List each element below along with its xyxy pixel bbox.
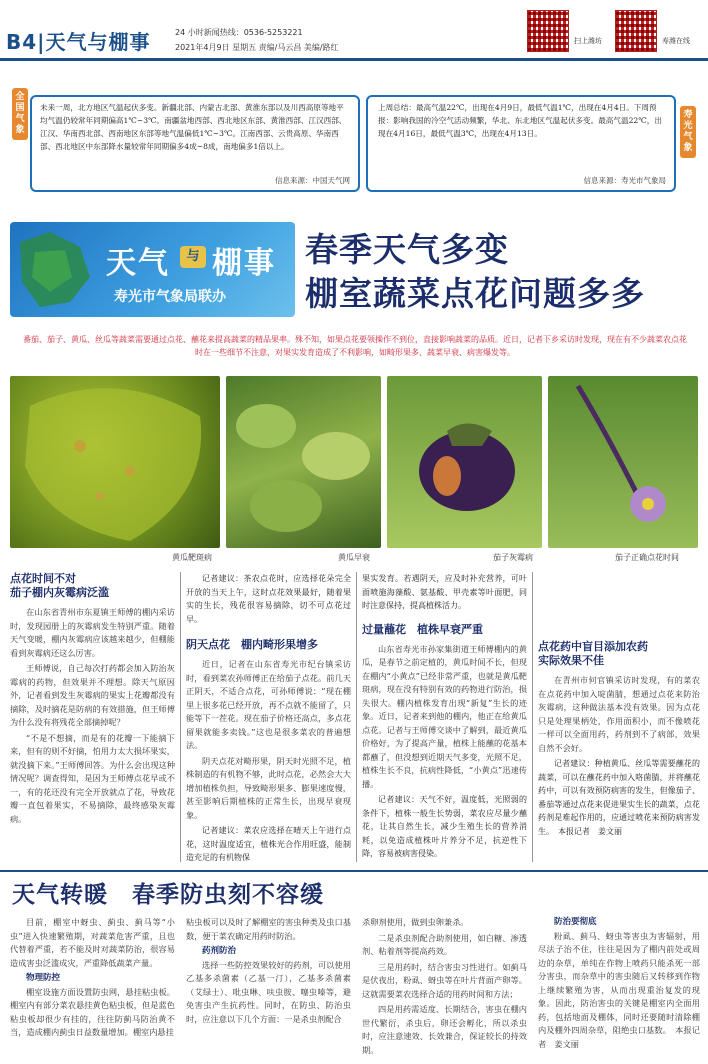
article-column-3	[362, 572, 527, 861]
weather-box-national	[30, 95, 360, 192]
column-divider	[180, 572, 181, 862]
article-column-4	[538, 640, 700, 838]
column-divider	[356, 572, 357, 862]
section2-column-2	[186, 916, 351, 1028]
article-paragraph: 在青州市何官镇采访时发现，有的菜农在点花药中加入啶菌腈，想通过点花来防治灰霉病，这种做法基本没有效果。因为点花只是处理果柄处，作用面积小，而不像喷花一样可以全面用药，药剂到不了病部，效果自然不会好。	[538, 675, 700, 753]
side-tab-national	[12, 88, 28, 140]
banner-brand-a: 天气	[106, 246, 170, 281]
article-paragraph: 杀卵剂使用，做到虫卵兼杀。	[362, 917, 469, 927]
reporter-advice: 记者建议：天气不好，温度低，光照弱的条件下，植株一般生长势弱，菜农应尽量少蘸花，让其自然生长，减少生殖生长的营养消耗，以免造成植株叶片养分不足，抗逆性下降，容易被病害侵染。	[362, 795, 527, 858]
column-divider	[532, 572, 533, 862]
photo-eggplant-flower	[548, 376, 698, 548]
side-tab-local	[680, 106, 696, 158]
article-paragraph: 王师傅说，自己每次打药都会加入防治灰霉病的药物，但效果并不理想。除天气原因外，记者看到发生灰霉病的果实上花瓣都没有摘除，及时摘花是防病的有效措施，但王师傅为什么没有将残花全部摘掉呢？	[10, 663, 175, 727]
article-paragraph: 选择一些防控效果较好的药剂，可以使用乙基多杀菌素（乙基一汀），乙基多杀菌素（艾绿士）、吡虫啉、呋虫胺、噻虫嗪等，避免害虫产生抗药性。同时，在防虫、防治虫时，应注意以下几个方面：一是杀虫剂配合	[186, 959, 351, 1024]
article-paragraph: 四是用药需适度、长期结合，害虫在棚内世代繁衍，杀虫后，卵还会孵化，所以杀虫时，应注意速效、长效兼合，保证较长的持效期。	[362, 1004, 527, 1055]
main-title-line1: 春季天气多变	[305, 230, 509, 269]
weather-source: 信息来源：中国天气网	[275, 176, 350, 185]
leaves-graphic	[226, 376, 381, 548]
section2-column-3	[362, 916, 527, 1059]
qr-label: 扫上潍坊	[574, 37, 602, 45]
article-paragraph: 粉虱、蓟马、蚜虫等害虫为害辐射，用尽法子治不住，往往是因为了棚内前处或周边的杂草，单纯在作物上喷药只能杀死一部分害虫，而杂草中的害虫随后又转移到作物上继续繁殖为害，从而出现重治复发的现象。因此，防治害虫的关键是棚室内全面用药，包括地面及棚体，同时还要随时清除棚内及棚外四周杂草，阻绝虫口基数。 本报记者 姜文丽	[538, 930, 700, 1049]
main-title-line2: 棚室蔬菜点花问题多多	[305, 274, 645, 313]
side-tab-label: 全国气象	[12, 88, 28, 140]
weather-source: 信息来源：寿光市气象局	[583, 176, 666, 185]
banner-brand-b: 棚事	[212, 246, 276, 281]
subhead: 药剂防治	[202, 946, 237, 956]
photo-caption: 黄瓜早衰	[338, 553, 370, 562]
article-head: 点花药中盲目添加农药	[538, 640, 648, 653]
flower-graphic	[548, 376, 698, 548]
photo-caption: 黄瓜靶斑病	[172, 553, 212, 562]
section2-column-1	[10, 916, 175, 1042]
reporter-advice: 记者建议：种植黄瓜、丝瓜等需要蘸花的蔬菜，可以在蘸花药中加入咯菌腈，并将蘸花药中，可以有效预防病害的发生，但像茄子、番茄等通过点花来促进果实生长的蔬菜，点花药剂是难起作用的，应通过喷花来预防病害发生。 本报记者 姜文丽	[538, 759, 700, 836]
side-tab-label: 寿光气象	[680, 106, 696, 158]
qr-code	[615, 10, 657, 52]
header-rule	[0, 58, 708, 61]
article-paragraph: 三是用药时，结合害虫习性进行。如蓟马是伏夜出，粉虱、蚜虫等在叶片背面产卵等。这就需要菜农选择合适的用药时间和方法；	[362, 961, 527, 999]
article-head: 实际效果不佳	[538, 654, 604, 667]
article-paragraph: 粘虫板可以及时了解棚室的害虫种类及虫口基数，便于菜农确定用药时防治。	[186, 917, 351, 941]
banner-brand-yu: 与	[180, 246, 206, 268]
article-paragraph: 二是杀虫剂配合助剂使用，如白糖、渗透剂、粘着剂等提高药效。	[362, 932, 527, 956]
qr-label: 寿潍在线	[662, 37, 690, 45]
article-paragraph: 棚室设施方面设置防虫网，悬挂粘虫板。棚室内有部分菜农悬挂黄色粘虫板，但是蓝色粘虫板却很少有挂的，往往防蓟马防治黄不当，造成棚内蓟虫日益数量增加。棚室内悬挂	[10, 986, 175, 1037]
article-paragraph: “不是不想摘，而是有的花瓣一下能摘下来，但有的则不好摘，怕用力太大损坏果实，就没摘下来。”王师傅回答。为什么会出现这种情况呢？调查得知，是因为王师傅点花早或不一，有的花还没有完全开放就点了花，导致花瓣一直包着果实，不易摘除，最终感染灰霉病。	[10, 732, 175, 824]
section-title: 天气转暖 春季防虫刻不容缓	[12, 882, 324, 908]
subhead: 防治要彻底	[554, 917, 597, 927]
photo-caption: 茄子正确点花时间	[615, 553, 679, 562]
article-paragraph: 阴天点花对畸形果，阴天时光照不足，植株制造的有机物不够，此时点花，必然会大大增加植株负担，导致畸形果多、膨果速度慢，甚至影响后期植株的正常生长，出现早衰现象。	[186, 755, 351, 820]
reporter-advice: 记者建议：茶农点花时，应选择花朵完全开放的当天上午，这时点花效果最好，随着果实的生长，残花很容易摘除，切不可点花过早。	[186, 574, 351, 624]
article-head: 过量蘸花 植株早衰严重	[362, 622, 483, 636]
article-paragraph: 目前，棚室中蚜虫、蓟虫、蓟马等“小虫”进入快速繁殖期，对蔬菜危害严重，且也代替着严重，若不能及时对蔬菜防治，很容易造成害虫泛滥成灾，严重降低蔬菜产量。	[10, 917, 175, 968]
article-paragraph: 在山东省青州市东夏镇王师傅的棚内采访时，发现园册上的灰霉病发生特别严重。随着天气变暖，棚内灰霉病应该越来越少，但棚能看到灰霉病还这么厉害。	[10, 607, 175, 658]
lede: 番茄、茄子、黄瓜、丝瓜等蔬菜需要通过点花、蘸花来提高蔬菜的精品果率。殊不知，如果点花要领操作不到位，直接影响蔬菜的品质。近日，记者下乡采访时发现，现在有不少蔬菜农点花时在一些细节不注意，对果实发育造成了不利影响，如畸形果多、蔬菜早衰、病害爆发等。	[23, 335, 687, 357]
eggplant-graphic	[387, 376, 542, 548]
article-paragraph: 近日，记者在山东省寿光市纪台镇采访时，看到菜农孙师傅正在给茄子点花。前几天正阴天，不适合点花，可孙师傅说：“现在棚里上很多花已经开放，再不点就不能留了，只能等下一茬花。现在茄子价格还高点，多点花留果就能多卖钱。”这也是很多菜农的普遍想法。	[186, 659, 351, 750]
subhead: 物理防控	[26, 973, 61, 983]
weather-text: 上周总结：最高气温22℃，出现在4月9日，最低气温1℃，出现在4月4日。下周预报：影响我国的冷空气活动频繁，华北、东北地区气温起伏多变。最高气温22℃，出现在4月16日，最低气温3℃，出现在4月13日。	[378, 103, 662, 138]
section-rule	[0, 870, 708, 872]
photo-cucumber-leaf	[10, 376, 220, 548]
issue-meta: 2021年4月9日 星期五 责编/马云昌 美编/路红	[175, 43, 339, 52]
page-label: B4|天气与棚事	[6, 30, 151, 54]
article-paragraph: 山东省寿光市孙家集街道王师傅棚内的黄瓜，是春节之前定植的，黄瓜时间不长，但现在棚内“小黄点”已经非常严重，也就是黄瓜靶斑病，现在没有特别有效的药物进行防治，损失很大。棚内植株发育出现“新复”生长的迹象。近日，记者来到他的棚内，他正在给黄瓜点花。记者与王师傅交谈中了解到，最近黄瓜价格好，为了提高产量，植株上能蘸的花基本都蘸了，但没想到近期天气多变，光照不足，植株生长不良，抗病性降低，“小黄点”迅速传播。	[362, 643, 527, 789]
weather-text: 未来一周，北方地区气温起伏多变。新疆北部、内蒙古北部、黄淮东部以及川西高原等地平均气温仍较常年同期偏高1℃~3℃。南疆盆地西部、西北地区东部、黄淮西部、江汉西部、江汉、华南西北部、西南地区东部等地气温偏低1℃~3℃。江南西部、云贵高原、华南西部、西北地区中东部降水量较常年同期偏多4成~8成，南地偏多1倍以上。	[40, 103, 347, 151]
qr-code	[527, 10, 569, 52]
banner-sub: 寿光市气象局联办	[114, 289, 226, 305]
map-graphic	[10, 222, 100, 317]
hotline: 24 小时新闻热线：0536-5253221	[175, 28, 303, 37]
article-head: 茄子棚内灰霉病泛滥	[10, 586, 109, 599]
article-head: 点花时间不对	[10, 572, 76, 585]
photo-eggplant	[387, 376, 542, 548]
photo-cucumber-plants	[226, 376, 381, 548]
section2-column-4	[538, 916, 700, 1053]
reporter-advice: 记者建议：菜农应选择在晴天上午进行点花，这时温度适宜，植株光合作用旺盛，能制造充足的有机物保	[186, 826, 351, 862]
photo-caption: 茄子灰霉病	[493, 553, 533, 562]
reporter-advice: 果实发育。若遇阴天，应及时补充营养，可叶面喷施海藻酸、氨基酸、甲壳素等叶面肥，同时注意保持，提高植株活力。	[362, 574, 527, 610]
article-column-2	[186, 572, 351, 865]
article-column-1	[10, 572, 175, 828]
article-head: 阴天点花 棚内畸形果增多	[186, 638, 318, 651]
weather-box-local	[366, 95, 676, 192]
leaf-graphic	[10, 376, 220, 548]
